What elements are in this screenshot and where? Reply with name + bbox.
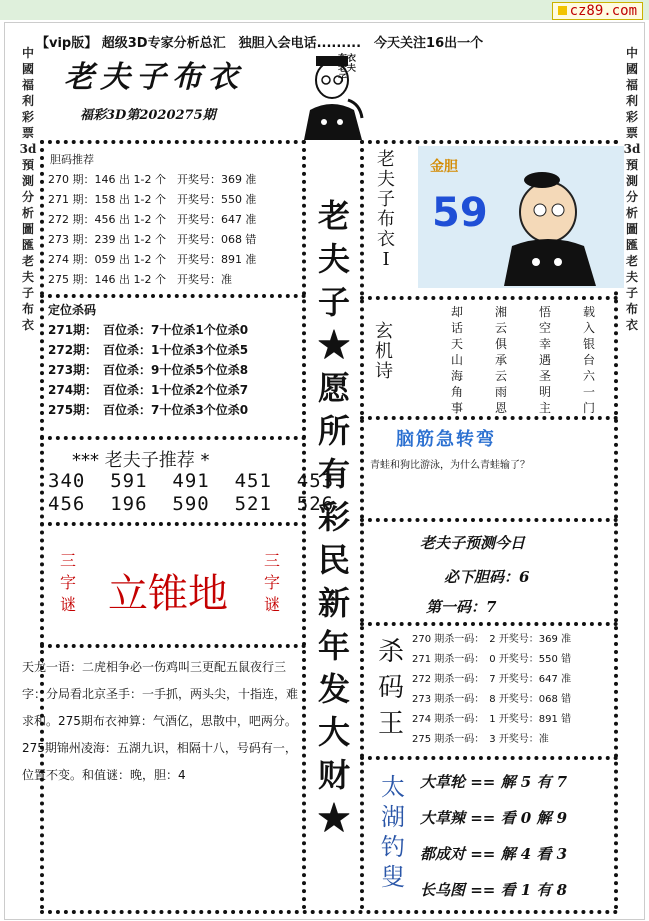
list-item: 271 期：158 出 1-2 个 开奖号：550 准 <box>48 193 257 206</box>
list-item: 长乌图 == 看 1 有 8 <box>420 881 568 899</box>
prediction-title: 老夫子预测今日 <box>420 534 526 552</box>
list-item: 273期： 百位杀：9十位杀5个位杀8 <box>48 363 249 377</box>
riddle-label-right: 三字谜 <box>263 551 280 614</box>
list-item: 273 期杀一码： 8 开奖号：068 错 <box>412 694 572 705</box>
ding-wei-title: 定位杀码 <box>48 303 97 317</box>
right-side-slogan: 中國福利彩票3d預測分析圖匯老夫子布衣 <box>623 46 641 332</box>
dan-ma-list <box>48 170 256 290</box>
portrait-caption: 布衣老夫子 <box>338 54 357 84</box>
divider-h <box>40 910 618 914</box>
divider-h <box>360 140 618 144</box>
divider-h <box>360 416 618 420</box>
poem-column: 却话天山海角事 <box>450 305 463 415</box>
divider-h <box>40 436 306 440</box>
list-item: 273 期：239 出 1-2 个 开奖号：068 错 <box>48 233 257 246</box>
divider-h <box>40 522 306 526</box>
list-item: 271 期杀一码： 0 开奖号：550 错 <box>412 654 572 665</box>
list-item: 271期： 百位杀：7十位杀1个位杀0 <box>48 323 249 337</box>
taihu-title: 太湖钓叟 <box>381 773 405 891</box>
list-item: 274 期：059 出 1-2 个 开奖号：891 准 <box>48 253 257 266</box>
divider-h <box>360 756 618 760</box>
prediction-first: 第一码：7 <box>426 598 497 616</box>
list-item: 272 期杀一码： 7 开奖号：647 准 <box>412 674 572 685</box>
old-master-cartoon <box>486 160 616 286</box>
list-item: 272期： 百位杀：1十位杀3个位杀5 <box>48 343 249 357</box>
sha-ma-title: 杀码王 <box>377 637 404 739</box>
dan-ma-title: 胆码推荐 <box>50 153 94 166</box>
list-item: 大草轮 == 解 5 有 7 <box>420 773 568 791</box>
list-item: 274期： 百位杀：1十位杀2个位杀7 <box>48 383 249 397</box>
divider-h <box>40 140 306 144</box>
recommend-title: *** 老夫子推荐 * <box>72 450 210 471</box>
list-item: 275 期杀一码： 3 开奖号：准 <box>412 734 549 745</box>
list-item: 大草辣 == 看 0 解 9 <box>420 809 568 827</box>
poem-title: 玄机诗 <box>375 321 393 382</box>
divider-h <box>360 296 618 300</box>
poem-column: 载入银台六一门 <box>582 305 595 415</box>
header-line: 【vip版】 超级3D专家分析总汇 独胆入会电话......... 今天关注16出一个 <box>36 36 484 51</box>
prediction-dan: 必下胆码：6 <box>444 568 530 586</box>
center-slogan: 老夫子★愿所有彩民新年发大财★ <box>317 197 350 837</box>
page-title: 老夫子布衣 <box>64 60 244 95</box>
list-item: 270 期杀一码： 2 开奖号：369 准 <box>412 634 572 645</box>
riddle-answer: 立锥地 <box>108 571 228 617</box>
sha-ma-list <box>412 630 571 750</box>
list-item: 272 期：456 出 1-2 个 开奖号：647 准 <box>48 213 257 226</box>
prophecy-paragraph: 天龙一语：二虎相争必一伤鸡叫三更配五鼠夜行三字：分局看北京圣手：一手抓，两头尖，十指连，难求和。275期布衣神算：气酒亿，思散中，吧两分。 275期锦州凌海：五湖九识，相隔十八，号码有一，位置不变。和值谜：晚，胆：4 <box>22 660 303 782</box>
list-item: 275期： 百位杀：7十位杀3个位杀0 <box>48 403 249 417</box>
divider-h <box>360 622 618 626</box>
recommend-row-2: 456 196 590 521 526 <box>48 493 335 515</box>
poem-column: 悟空幸遇圣明主 <box>538 305 551 415</box>
golden-dan-panel <box>418 146 624 288</box>
list-item: 274 期杀一码： 1 开奖号：891 错 <box>412 714 572 725</box>
divider-h <box>40 644 306 648</box>
ding-wei-list <box>48 320 248 420</box>
left-side-slogan: 中國福利彩票3d預測分析圖匯老夫子布衣 <box>19 46 37 332</box>
brain-teaser-title: 脑筋急转弯 <box>396 429 496 450</box>
issue-subtitle: 福彩3D第2020275期 <box>80 108 216 123</box>
riddle-label-left: 三字谜 <box>59 551 76 614</box>
divider-v3 <box>360 140 364 910</box>
taihu-list <box>420 764 567 908</box>
divider-h <box>40 294 306 298</box>
old-master-portrait <box>290 48 370 140</box>
logo-square-icon <box>558 6 567 15</box>
poem-column: 湘云俱承云雨恩 <box>494 305 507 415</box>
recommend-row-1: 340 591 491 451 453 <box>48 470 335 492</box>
divider-h <box>360 518 618 522</box>
site-watermark[interactable]: cz89.com <box>552 2 643 20</box>
brain-teaser-question: 青蛙和狗比游泳，为什么青蛙输了？ <box>370 460 530 471</box>
golden-dan-number: 59 <box>432 190 488 236</box>
list-item: 275 期：146 出 1-2 个 开奖号：准 <box>48 273 232 286</box>
top-right-vertical-title: 老夫子布衣Ⅰ <box>377 149 395 270</box>
list-item: 都成对 == 解 4 看 3 <box>420 845 568 863</box>
list-item: 270 期：146 出 1-2 个 开奖号：369 准 <box>48 173 257 186</box>
golden-dan-label: 金胆 <box>430 159 458 175</box>
